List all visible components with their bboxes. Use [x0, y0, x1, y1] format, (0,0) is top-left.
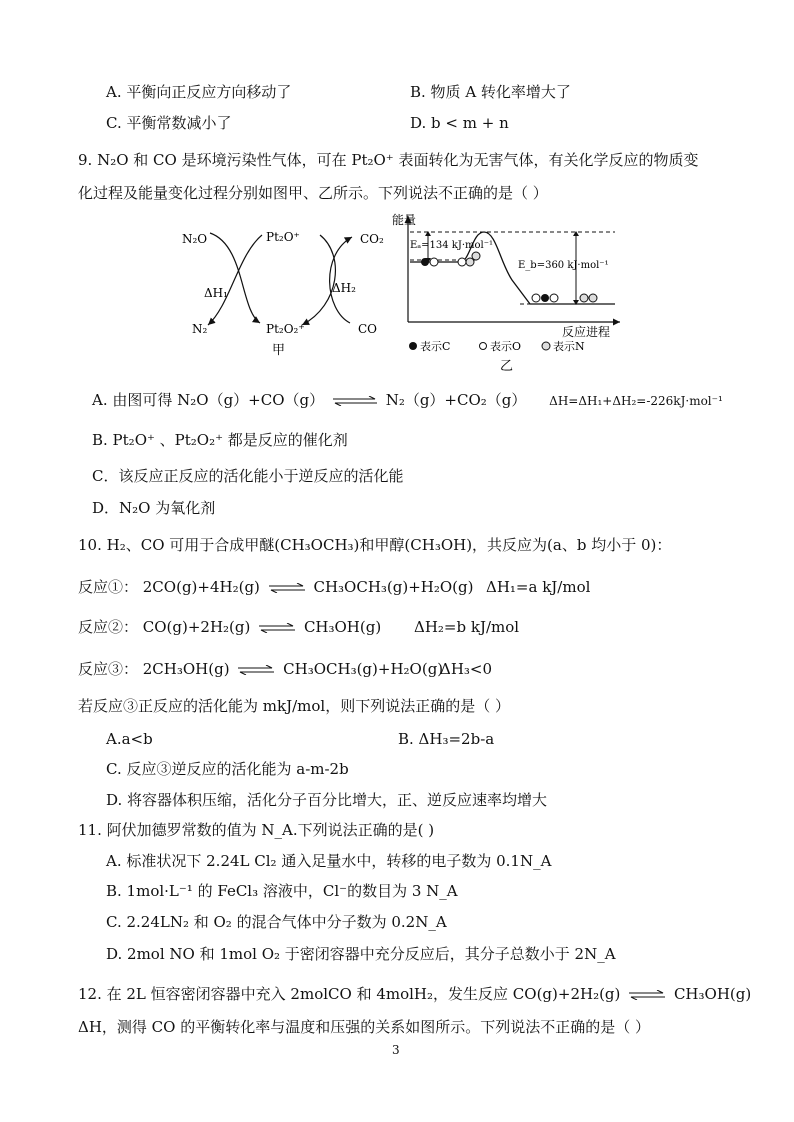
- equilibrium-arrow-icon: [627, 990, 667, 1000]
- r2-right: CH₃OH(g): [303, 618, 382, 636]
- q9-option-c: C．该反应正反应的活化能小于逆反应的活化能: [92, 467, 404, 485]
- legend-oxygen: 表示O: [490, 340, 522, 353]
- equilibrium-arrow-icon: [267, 583, 307, 593]
- q10-condition: 若反应③正反应的活化能为 mkJ/mol，则下列说法正确的是（ ）: [78, 697, 510, 715]
- q12-stem-line1: [78, 984, 751, 1004]
- equilibrium-arrow-icon: [236, 665, 276, 675]
- q10-reaction-2: [78, 617, 381, 637]
- q8-option-c: C. 平衡常数减小了: [106, 114, 232, 132]
- q9-option-a-left: A. 由图可得 N₂O（g）+CO（g）: [92, 391, 325, 409]
- r1-left: 反应①： 2CO(g)+4H₂(g): [78, 578, 260, 596]
- q11-option-a: A. 标准状况下 2.24L Cl₂ 通入足量水中，转移的电子数为 0.1N_A: [106, 852, 552, 870]
- energy-axis-label: 能量: [392, 213, 417, 227]
- r1-right: CH₃OCH₃(g)+H₂O(g): [313, 578, 474, 596]
- pt2o-label: Pt₂O⁺: [266, 230, 300, 244]
- q11-option-b: B. 1mol·L⁻¹ 的 FeCl₃ 溶液中，Cl⁻的数目为 3 N_A: [106, 882, 458, 900]
- q10-stem: 10. H₂、CO 可用于合成甲醚(CH₃OCH₃)和甲醇(CH₃OH)，共反应为(a、b 均小于 0)：: [78, 536, 672, 554]
- q8-option-a: A. 平衡向正反应方向移动了: [106, 83, 292, 101]
- q12-stem-right: CH₃OH(g): [673, 985, 752, 1003]
- r3-left: 反应③： 2CH₃OH(g): [78, 660, 230, 678]
- q10-reaction-1: [78, 577, 473, 597]
- q9-option-b: B. Pt₂O⁺ 、Pt₂O₂⁺ 都是反应的催化剂: [92, 431, 348, 449]
- q9-option-a-dh: ΔH=ΔH₁+ΔH₂=-226kJ·mol⁻¹: [549, 394, 723, 408]
- q11-option-c: C. 2.24LN₂ 和 O₂ 的混合气体中分子数为 0.2N_A: [106, 913, 447, 931]
- q10-option-c: C. 反应③逆反应的活化能为 a-m-2b: [106, 760, 349, 778]
- n2-label: N₂: [192, 322, 208, 336]
- r1-dh: ΔH₁=a kJ/mol: [486, 578, 591, 596]
- r2-dh: ΔH₂=b kJ/mol: [414, 618, 520, 636]
- q9-option-a-right: N₂（g）+CO₂（g）: [385, 391, 527, 409]
- q9-option-a: [92, 390, 723, 411]
- q10-option-b: B. ΔH₃=2b-a: [398, 730, 495, 748]
- figure-yi-caption: 乙: [500, 359, 514, 372]
- n2o-label: N₂O: [182, 232, 208, 246]
- q8-option-b: B. 物质 A 转化率增大了: [410, 83, 571, 101]
- reaction-progress-label: 反应进程: [562, 325, 611, 339]
- q11-option-d: D. 2mol NO 和 1mol O₂ 于密闭容器中充分反应后，其分子总数小于 2N_A: [106, 945, 616, 963]
- q10-option-a: A.a<b: [106, 730, 153, 748]
- figure-jia-caption: 甲: [272, 343, 286, 358]
- q9-option-d: D．N₂O 为氧化剂: [92, 499, 216, 517]
- eb-label: E_b=360 kJ·mol⁻¹: [518, 260, 609, 271]
- r3-dh: ΔH₃<0: [440, 660, 493, 678]
- q11-stem: 11. 阿伏加德罗常数的值为 N_A.下列说法正确的是( ): [78, 821, 435, 839]
- co2-label: CO₂: [360, 232, 384, 246]
- legend-nitrogen: 表示N: [553, 340, 585, 353]
- dh2-label: ΔH₂: [332, 281, 356, 295]
- q12-stem-line2: ΔH，测得 CO 的平衡转化率与温度和压强的关系如图所示。下列说法不正确的是（ ）: [78, 1018, 650, 1036]
- ea-label: Eₐ=134 kJ·mol⁻¹: [410, 240, 494, 251]
- dh1-label: ΔH₁: [204, 286, 228, 300]
- q10-option-d: D. 将容器体积压缩，活化分子百分比增大，正、逆反应速率均增大: [106, 791, 548, 809]
- r3-right: CH₃OCH₃(g)+H₂O(g): [283, 660, 444, 678]
- q9-stem-line2: 化过程及能量变化过程分别如图甲、乙所示。下列说法不正确的是（ ）: [78, 184, 548, 202]
- figure-yi-energy: [390, 210, 630, 372]
- figure-jia-cycle: [170, 215, 410, 360]
- legend-carbon: 表示C: [420, 340, 451, 353]
- pt2o2-label: Pt₂O₂⁺: [266, 322, 305, 336]
- q9-stem-line1: 9. N₂O 和 CO 是环境污染性气体，可在 Pt₂O⁺ 表面转化为无害气体，有关化学反应的物质变: [78, 151, 699, 169]
- equilibrium-arrow-icon: [257, 623, 297, 633]
- q10-reaction-3: [78, 659, 443, 679]
- co-label: CO: [358, 322, 378, 336]
- page-number: 3: [392, 1043, 400, 1057]
- q8-option-d: D. b < m + n: [410, 114, 509, 132]
- r2-left: 反应②： CO(g)+2H₂(g): [78, 618, 251, 636]
- q12-stem-left: 12. 在 2L 恒容密闭容器中充入 2molCO 和 4molH₂，发生反应 CO(g)+2H₂(g): [78, 985, 621, 1003]
- equilibrium-arrow-icon: [331, 396, 379, 406]
